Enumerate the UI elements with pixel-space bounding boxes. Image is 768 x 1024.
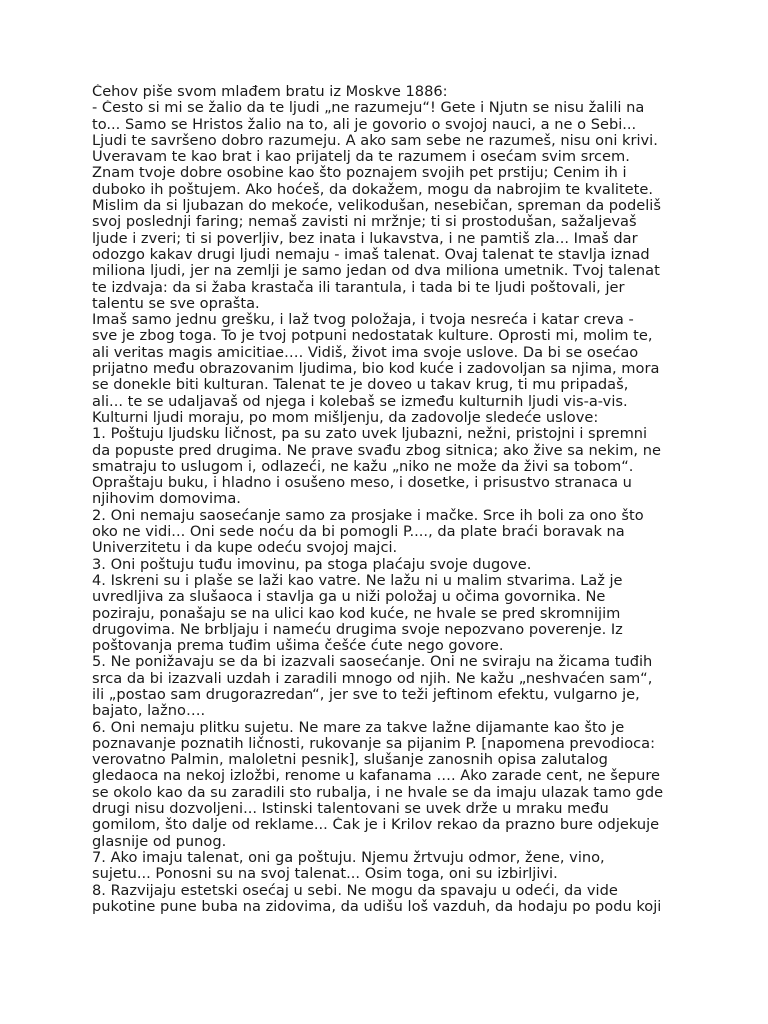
text-line: Opraštaju buku, i hladno i osušeno meso, i dosetke, i prisustvo stranaca u — [92, 475, 632, 492]
text-line: poznavanje poznatih ličnosti, rukovanje sa pijanim P. [napomena prevodioca: — [92, 735, 656, 752]
text-line: 2. Oni nemaju saosećanje samo za prosjake i mačke. Srce ih boli za ono što — [92, 507, 644, 524]
text-line: prijatno među obrazovanim ljudima, bio kod kuće i zadovoljan sa njima, mora — [92, 361, 660, 378]
text-line: Ljudi te savršeno dobro razumeju. A ako sam sebe ne razumeš, nisu oni krivi. — [92, 132, 658, 149]
text-line: smatraju to uslugom i, odlazeći, ne kažu „niko ne može da živi sa tobom“. — [92, 458, 634, 475]
text-line: Uveravam te kao brat i kao prijatelj da te razumem i osećam svim srcem. — [92, 149, 630, 166]
text-line: ili „postao sam drugorazredan“, jer sve to teži jeftinom efektu, vulgarno je, — [92, 686, 640, 703]
text-line: ali... te se udaljavaš od njega i kolebaš se između kulturnih ljudi vis-a-vis. — [92, 393, 628, 410]
text-line: - Često si mi se žalio da te ljudi „ne razumeju“! Gete i Njutn se nisu žalili na — [92, 100, 645, 117]
text-line: ali veritas magis amicitiae…. Vidiš, život ima svoje uslove. Da bi se osećao — [92, 344, 639, 361]
text-line: uvredljiva za slušaoca i stavlja ga u niži položaj u očima govornika. Ne — [92, 589, 606, 606]
text-line: srca da bi izazvali uzdah i zaradili mnogo od njih. Ne kažu „neshvaćen sam“, — [92, 670, 653, 687]
text-line: poštovanja prema tuđim ušima češće ćute nego govore. — [92, 638, 504, 655]
text-line: sujetu... Ponosni su na svoj talenat... Osim toga, oni su izbirljivi. — [92, 866, 558, 883]
text-line: Mislim da si ljubazan do mekoće, velikodušan, nesebičan, spreman da podeliš — [92, 198, 661, 215]
text-line: te izdvaja: da si žaba krastača ili tarantula, i tada bi te ljudi poštovali, jer — [92, 279, 625, 296]
text-line: Imaš samo jednu grešku, i laž tvog položaja, i tvoja nesreća i katar creva - — [92, 312, 634, 329]
text-line: Univerzitetu i da kupe odeću svojoj majci. — [92, 540, 398, 557]
text-line: poziraju, ponašaju se na ulici kao kod kuće, ne hvale se pred skromnijim — [92, 605, 621, 622]
text-line: ljude i zveri; ti si poverljiv, bez inata i lukavstva, i ne pamtiš zla... Imaš dar — [92, 230, 638, 247]
text-line: 6. Oni nemaju plitku sujetu. Ne mare za takve lažne dijamante kao što je — [92, 719, 625, 736]
text-line: pukotine pune buba na zidovima, da udišu loš vazduh, da hodaju po podu koji — [92, 898, 662, 915]
letter-text — [92, 84, 684, 915]
text-line: se donekle biti kulturan. Talenat te je doveo u takav krug, ti mu pripadaš, — [92, 377, 629, 394]
text-line: glasnije od punog. — [92, 833, 227, 850]
text-line: verovatno Palmin, maloletni pesnik], slušanje zanosnih opisa zalutalog — [92, 752, 608, 769]
text-line: drugi nisu dozvoljeni... Istinski talentovani se uvek drže u mraku među — [92, 801, 609, 818]
text-line: 3. Oni poštuju tuđu imovinu, pa stoga plaćaju svoje dugove. — [92, 556, 532, 573]
text-line: da popuste pred drugima. Ne prave svađu zbog sitnica; ako žive sa nekim, ne — [92, 442, 661, 459]
text-line: to... Samo se Hristos žalio na to, ali je govorio o svojoj nauci, a ne o Sebi... — [92, 116, 637, 133]
text-line: odozgo kakav drugi ljudi nemaju - imaš talenat. Ovaj talenat te stavlja iznad — [92, 246, 650, 263]
text-line: Kulturni ljudi moraju, po mom mišljenju, da zadovolje sledeće uslove: — [92, 409, 599, 426]
text-line: sve je zbog toga. To je tvoj potpuni nedostatak kulture. Oprosti mi, molim te, — [92, 328, 653, 345]
text-line: duboko ih poštujem. Ako hoćeš, da dokažem, mogu da nabrojim te kvalitete. — [92, 181, 653, 198]
text-line: gledaoca na nekoj izložbi, renome u kafanama …. Ako zarade cent, ne šepure — [92, 768, 661, 785]
text-line: talentu se sve oprašta. — [92, 295, 260, 312]
text-line: gomilom, što dalje od reklame... Čak je i Krilov rekao da prazno bure odjekuje — [92, 817, 660, 834]
text-line: oko ne vidi... Oni sede noću da bi pomogli P...., da plate braći boravak na — [92, 524, 625, 541]
text-line: Čehov piše svom mlađem bratu iz Moskve 1886: — [92, 84, 448, 100]
text-line: 7. Ako imaju talenat, oni ga poštuju. Njemu žrtvuju odmor, žene, vino, — [92, 849, 605, 866]
text-line: 1. Poštuju ljudsku ličnost, pa su zato uvek ljubazni, nežni, pristojni i spremni — [92, 426, 648, 443]
text-line: miliona ljudi, jer na zemlji je samo jedan od dva miliona umetnik. Tvoj talenat — [92, 263, 660, 280]
text-line: svoj poslednji faring; nemaš zavisti ni mržnje; ti si prostodušan, sažaljevaš — [92, 214, 637, 231]
text-line: 4. Iskreni su i plaše se laži kao vatre. Ne lažu ni u malim stvarima. Laž je — [92, 572, 623, 589]
text-line: 8. Razvijaju estetski osećaj u sebi. Ne mogu da spavaju u odeći, da vide — [92, 882, 618, 899]
text-line: drugovima. Ne brbljaju i nameću drugima svoje nepozvano poverenje. Iz — [92, 621, 623, 638]
text-line: Znam tvoje dobre osobine kao što poznajem svojih pet prstiju; Cenim ih i — [92, 165, 627, 182]
text-line: se okolo kao da su zaradili sto rubalja, i ne hvale se da imaju ulazak tamo gde — [92, 784, 664, 801]
text-line: 5. Ne ponižavaju se da bi izazvali saosećanje. Oni ne sviraju na žicama tuđih — [92, 654, 653, 671]
text-line: njihovim domovima. — [92, 491, 241, 508]
text-line: bajato, lažno…. — [92, 703, 206, 720]
